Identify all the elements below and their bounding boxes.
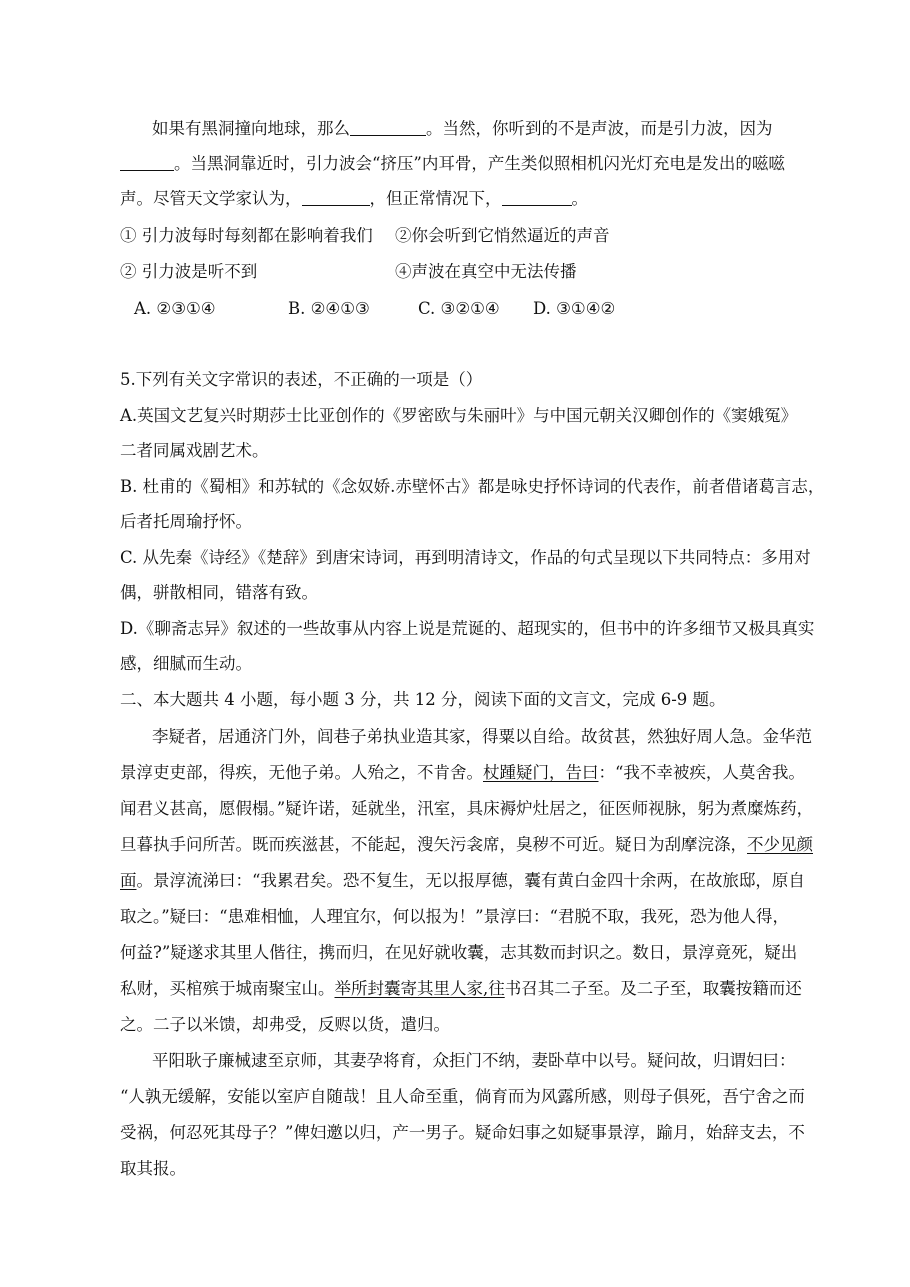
question-5-stem: 5.下列有关文字常识的表述，不正确的一项是（） xyxy=(120,370,483,389)
choice-a[interactable]: A. ②③①④ xyxy=(134,299,216,318)
answer-blank-1 xyxy=(350,119,426,136)
sentence-option-4: ④声波在真空中无法传播 xyxy=(395,262,577,281)
choice-c[interactable]: C. ③②①④ xyxy=(418,299,500,318)
passage-line-3 xyxy=(120,188,810,210)
question-5-option-a: A.英国文艺复兴时期莎士比亚创作的《罗密欧与朱丽叶》与中国元朝关汉卿创作的《窦娥冤》 xyxy=(120,406,798,425)
sentence-option-3: ②你会听到它悄然逼近的声音 xyxy=(395,226,610,245)
choice-d[interactable]: D. ③①④② xyxy=(533,299,616,318)
text-line: 何益?”疑遂求其里人偕往，携而归，在见好就收囊，志其数而封识之。数日，景淳竟死，疑出 xyxy=(120,943,798,962)
passage-text: 。 xyxy=(571,189,588,208)
text-line xyxy=(120,834,813,856)
question-5-option-a-cont: 二者同属戏剧艺术。 xyxy=(120,441,269,460)
passage-text: 声。尽管天文学家认为， xyxy=(120,189,302,208)
text-line: 李疑者，居通济门外，闾巷子弟执业造其家，得粟以自给。故贫甚，然独好周人急。金华范 xyxy=(152,727,812,746)
text-line: 取之。”疑曰：“患难相恤，人理宜尔，何以报为！”景淳曰：“君脱不取，我死，恐为他人得， xyxy=(120,907,789,926)
underlined-sentence-1: 杖踵疑门，告曰 xyxy=(483,763,599,782)
passage-text: ，但正常情况下， xyxy=(369,189,502,208)
text-line: 闻君义甚高，愿假榻。”疑许诺，延就坐，汛室，具床褥炉灶居之，征医师视脉，躬为煮糜炼药， xyxy=(120,799,814,818)
text-line xyxy=(120,762,810,784)
passage-text: 。当黑洞靠近时，引力波会“挤压”内耳骨，产生类似照相机闪光灯充电是发出的嗞嗞 xyxy=(174,154,785,173)
text-line xyxy=(120,978,810,1000)
text-line: 取其报。 xyxy=(120,1159,186,1178)
underlined-sentence-3: 举所封囊寄其里人家,往 xyxy=(334,979,505,998)
sentence-option-2: ② 引力波是听不到 xyxy=(120,262,258,281)
question-5-option-d-cont: 感，细腻而生动。 xyxy=(120,654,252,673)
question-5-option-d: D.《聊斋志异》叙述的一些故事从内容上说是荒诞的、超现实的，但书中的许多细节又极具真实 xyxy=(120,619,815,638)
passage-text: 如果有黑洞撞向地球，那么 xyxy=(152,119,350,138)
text-span: 旦暮执手问所苦。既而疾滋甚，不能起，溲矢污衾席，臭秽不可近。疑日为刮摩浣涤， xyxy=(120,835,747,854)
section-2-heading: 二、本大题共 4 小题，每小题 3 分，共 12 分，阅读下面的文言文，完成 6-9 题。 xyxy=(120,690,726,709)
question-5-option-c-cont: 偶，骈散相同，错落有致。 xyxy=(120,583,318,602)
passage-line-1 xyxy=(152,118,842,140)
text-line: 之。二子以米馈，却弗受，反赆以货，遣归。 xyxy=(120,1015,450,1034)
option-row-1 xyxy=(120,225,810,247)
text-span: 景淳吏吏部，得疾，无他子弟。人殆之，不肯舍。 xyxy=(120,763,483,782)
text-line: 平阳耿子廉械逮至京师，其妻孕将育，众拒门不纳，妻卧草中以号。疑问故，归谓妇曰： xyxy=(152,1051,796,1070)
underlined-sentence-2: 不少见颜 xyxy=(747,835,813,854)
text-line: “人孰无缓解，安能以室庐自随哉！且人命至重，倘育而为风露所感，则母子俱死，吾宁舍之而 xyxy=(120,1087,805,1106)
text-span: 私财，买棺殡于城南聚宝山。 xyxy=(120,979,335,998)
text-line xyxy=(120,870,810,892)
choice-b[interactable]: B. ②④①③ xyxy=(288,299,370,318)
text-span: 。景淳流涕曰：“我累君矣。恐不复生，无以报厚德，囊有黄白金四十余两，在故旅邸，原自 xyxy=(136,871,805,890)
passage-line-2 xyxy=(120,153,810,175)
sentence-option-1: ① 引力波每时每刻都在影响着我们 xyxy=(120,226,373,245)
text-span: 书召其二子至。及二子至，取囊按籍而还 xyxy=(504,979,802,998)
answer-blank-3 xyxy=(302,189,370,206)
text-line: 受祸，何忍死其母子？”俾妇邀以归，产一男子。疑命妇事之如疑事景淳，踰月，始辞支去，不 xyxy=(120,1123,805,1142)
text-span: ：“我不幸被疾，人莫舍我。 xyxy=(598,763,805,782)
question-5-option-b: B. 杜甫的《蜀相》和苏轼的《念奴娇.赤壁怀古》都是咏史抒怀诗词的代表作，前者借诸葛言志， xyxy=(120,477,825,496)
question-5-option-c: C. 从先秦《诗经》《楚辞》到唐宋诗词，再到明清诗文，作品的句式呈现以下共同特点：多用对 xyxy=(120,548,811,567)
answer-blank-2 xyxy=(120,154,174,171)
underlined-sentence-2-cont: 面 xyxy=(120,871,137,890)
passage-text: 。当然，你听到的不是声波，而是引力波，因为 xyxy=(426,119,773,138)
answer-choices xyxy=(134,298,824,320)
question-5-option-b-cont: 后者托周瑜抒怀。 xyxy=(120,512,252,531)
answer-blank-4 xyxy=(502,189,572,206)
option-row-2 xyxy=(120,261,810,283)
